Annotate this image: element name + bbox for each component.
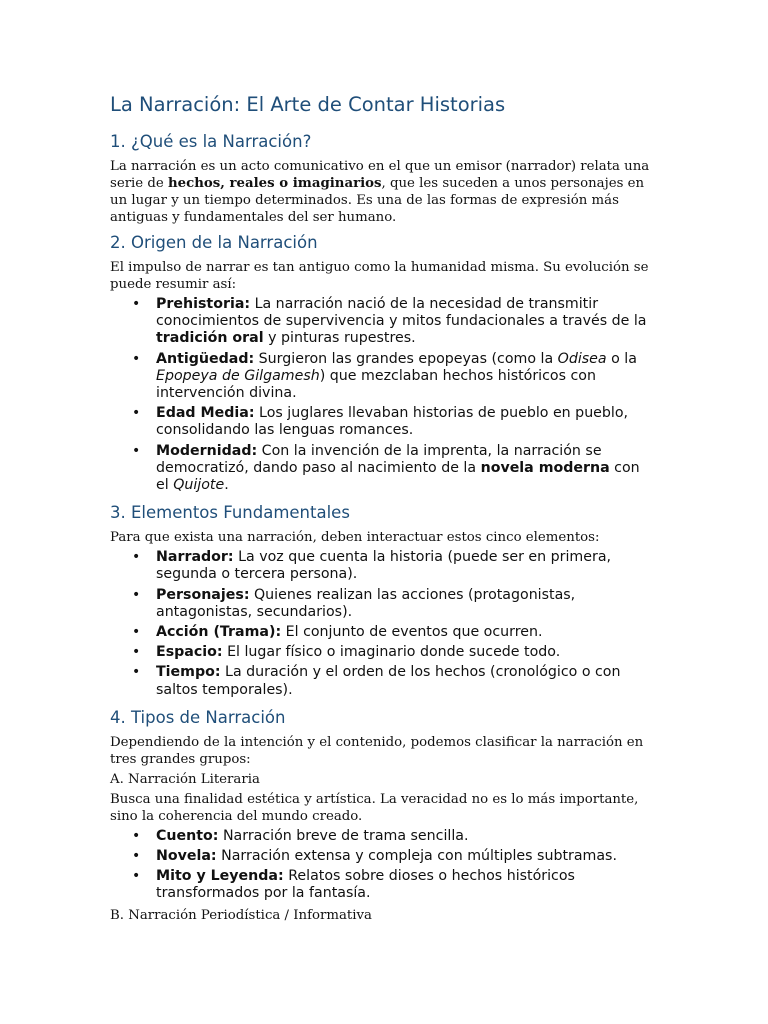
list-term: Antigüedad: xyxy=(156,350,255,367)
text-run: ) que mezclaban hechos históricos con intervención divina. xyxy=(156,367,596,402)
text-run: con el xyxy=(156,459,640,494)
bullet-icon: • xyxy=(132,848,141,865)
origin-list xyxy=(110,296,655,494)
list-item xyxy=(132,827,655,845)
bold-text: tradición oral xyxy=(156,330,264,347)
bold-text: novela moderna xyxy=(480,459,610,476)
text-run: Con la invención de la imprenta, la narración se democratizó, dando paso al nacimiento de la xyxy=(156,442,602,476)
subheading-a-description: Busca una finalidad estética y artística. La veracidad no es lo más importante, sino la coherencia del mundo creado. xyxy=(110,791,639,824)
bullet-icon: • xyxy=(132,868,141,885)
list-item xyxy=(132,405,655,439)
list-term: Cuento: xyxy=(156,827,219,844)
italic-text: Odisea xyxy=(557,350,607,367)
list-item xyxy=(132,868,655,902)
text-run: Surgieron las grandes epopeyas (como la xyxy=(254,350,558,367)
literary-types-list xyxy=(110,828,655,903)
list-term: Novela: xyxy=(156,848,217,865)
elements-list xyxy=(110,549,655,699)
text-run: o la xyxy=(606,350,637,367)
bullet-icon: • xyxy=(132,586,141,603)
italic-text: Epopeya de Gilgamesh xyxy=(156,367,320,384)
bullet-icon: • xyxy=(132,296,141,312)
subheading-b: B. Narración Periodística / Informativa xyxy=(110,907,372,923)
list-term: Narrador: xyxy=(156,549,234,566)
bold-text: hechos, reales o imaginarios xyxy=(168,176,382,191)
bullet-icon: • xyxy=(132,442,141,459)
text-run: Los juglares llevaban historias de pueblo en pueblo, consolidando las lenguas romances. xyxy=(156,405,629,439)
list-item xyxy=(132,350,655,403)
bullet-icon: • xyxy=(132,624,141,641)
list-item xyxy=(132,442,655,495)
section-1-heading: 1. ¿Qué es la Narración? xyxy=(110,132,312,151)
section-4-intro: Dependiendo de la intención y el contenido, podemos clasificar la narración en tres grandes grupos: xyxy=(110,734,644,767)
list-item xyxy=(132,296,655,348)
list-term: Edad Media: xyxy=(156,405,255,422)
section-3-heading: 3. Elementos Fundamentales xyxy=(110,503,350,523)
list-term: Prehistoria: xyxy=(156,296,251,312)
text-run: La duración y el orden de los hechos (cronológico o con saltos temporales). xyxy=(156,664,621,698)
text-run: El conjunto de eventos que ocurren. xyxy=(281,624,543,641)
bullet-icon: • xyxy=(132,664,141,681)
text-run: Relatos sobre dioses o hechos históricos transformados por la fantasía. xyxy=(156,868,575,902)
list-term: Mito y Leyenda: xyxy=(156,868,284,885)
document-page xyxy=(110,92,655,929)
bullet-icon: • xyxy=(132,827,141,844)
text-run: La narración nació de la necesidad de transmitir conocimientos de supervivencia y mitos fundacionales a través de la xyxy=(156,296,647,330)
section-3-intro: Para que exista una narración, deben interactuar estos cinco elementos: xyxy=(110,530,600,546)
section-2-intro: El impulso de narrar es tan antiguo como la humanidad misma. Su evolución se puede resumir así: xyxy=(110,260,649,292)
bullet-icon: • xyxy=(132,644,141,661)
text-run: . xyxy=(224,477,229,494)
bullet-icon: • xyxy=(132,405,141,422)
document-title: La Narración: El Arte de Contar Historias xyxy=(110,93,506,116)
text-run: Narración breve de trama sencilla. xyxy=(218,827,469,844)
list-term: Acción (Trama): xyxy=(156,624,282,641)
list-term: Personajes: xyxy=(156,586,250,603)
text-run: La narración es un acto comunicativo en el que un emisor (narrador) relata una serie de xyxy=(110,159,650,191)
list-term: Espacio: xyxy=(156,644,223,661)
bullet-icon: • xyxy=(132,549,141,566)
text-run: El lugar físico o imaginario donde sucede todo. xyxy=(222,644,561,661)
list-item xyxy=(132,586,655,621)
text-run: La voz que cuenta la historia (puede ser en primera, segunda o tercera persona). xyxy=(156,549,612,583)
list-term: Modernidad: xyxy=(156,442,258,459)
section-4-heading: 4. Tipos de Narración xyxy=(110,707,286,727)
italic-text: Quijote xyxy=(173,477,225,494)
text-run: y pinturas rupestres. xyxy=(263,330,416,347)
text-run: Narración extensa y compleja con múltiples subtramas. xyxy=(216,848,617,865)
section-2-heading: 2. Origen de la Narración xyxy=(110,233,318,252)
subheading-a: A. Narración Literaria xyxy=(110,771,260,787)
list-item xyxy=(132,644,655,661)
text-run: , que les suceden a unos personajes en un lugar y un tiempo determinados. Es una de las formas de expresión más antiguas y fundamentales del ser humano. xyxy=(110,176,645,225)
section-1-paragraph xyxy=(110,158,655,226)
list-item xyxy=(132,848,655,865)
bullet-icon: • xyxy=(132,350,141,367)
list-item xyxy=(132,549,655,583)
list-item xyxy=(132,624,655,641)
list-item xyxy=(132,664,655,698)
list-term: Tiempo: xyxy=(156,664,221,681)
text-run: Quienes realizan las acciones (protagonistas, antagonistas, secundarios). xyxy=(156,586,576,620)
